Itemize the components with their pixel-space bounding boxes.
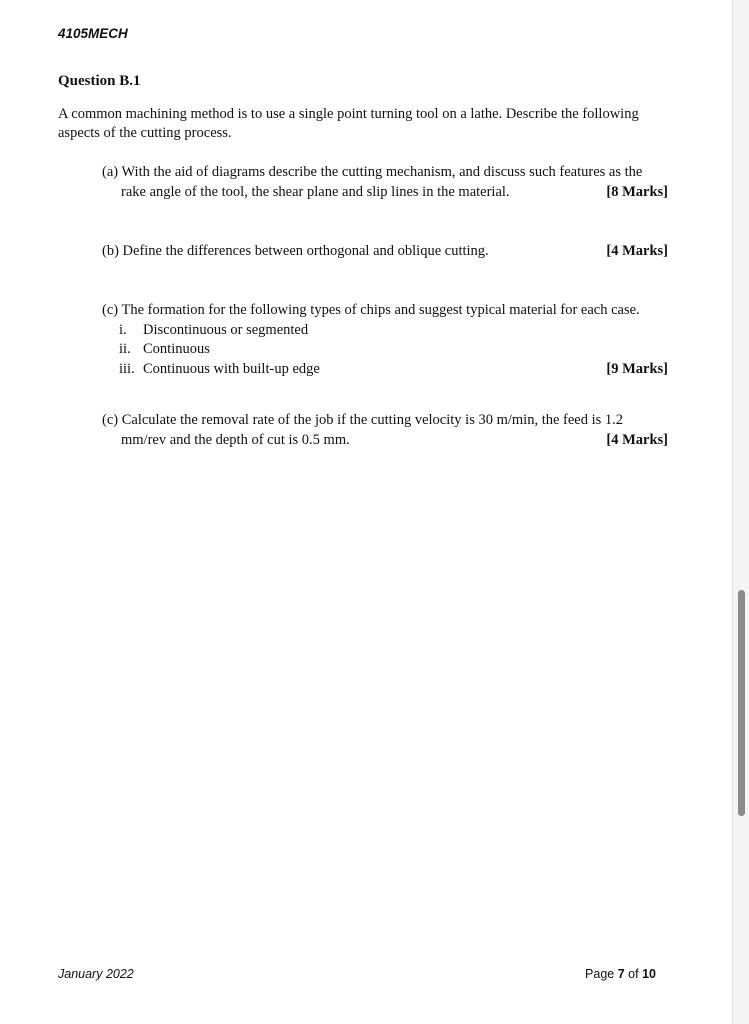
part-c-line1: (c) The formation for the following types of chips and suggest typical material for each case.	[102, 302, 640, 318]
question-title: Question B.1	[58, 73, 141, 89]
list-item	[102, 360, 668, 380]
list-item-number: iii.	[119, 360, 135, 377]
page-number	[585, 967, 656, 981]
part-b	[102, 242, 668, 262]
list-item	[102, 321, 668, 341]
chip-types-list	[102, 321, 668, 380]
list-item-text: Discontinuous or segmented	[143, 321, 309, 338]
question-intro: A common machining method is to use a single point turning tool on a lathe. Describe the following aspects of the cutting process.	[58, 106, 639, 141]
part-b-line1: (b) Define the differences between orthogonal and oblique cutting.	[102, 243, 489, 259]
page-prefix: Page	[585, 967, 615, 981]
list-item-number: ii.	[119, 341, 131, 357]
page-total: 10	[642, 967, 656, 981]
scrollbar-track[interactable]	[732, 0, 749, 1024]
part-a-marks: [8 Marks]	[606, 183, 668, 200]
part-d-line1: (c) Calculate the removal rate of the job if the cutting velocity is 30 m/min, the feed is 1.2	[102, 412, 624, 428]
page-of: of	[628, 967, 639, 981]
list-item-text: Continuous with built-up edge	[143, 360, 320, 377]
list-item-number: i.	[119, 321, 127, 338]
list-item	[102, 340, 668, 360]
part-d-marks: [4 Marks]	[606, 431, 668, 448]
part-a-line2: rake angle of the tool, the shear plane and slip lines in the material.	[121, 183, 510, 200]
page-current: 7	[617, 967, 625, 981]
footer-date: January 2022	[58, 967, 134, 981]
part-b-marks: [4 Marks]	[606, 243, 668, 259]
course-code: 4105MECH	[58, 26, 128, 41]
part-d-line2: mm/rev and the depth of cut is 0.5 mm.	[121, 431, 350, 448]
part-c	[102, 301, 668, 379]
part-d	[102, 411, 668, 450]
part-a-line1: (a) With the aid of diagrams describe the cutting mechanism, and discuss such features as the	[102, 164, 643, 180]
part-a	[102, 163, 668, 202]
list-item-text: Continuous	[143, 341, 210, 357]
part-c-marks: [9 Marks]	[606, 360, 668, 377]
scrollbar-thumb[interactable]	[738, 590, 745, 816]
